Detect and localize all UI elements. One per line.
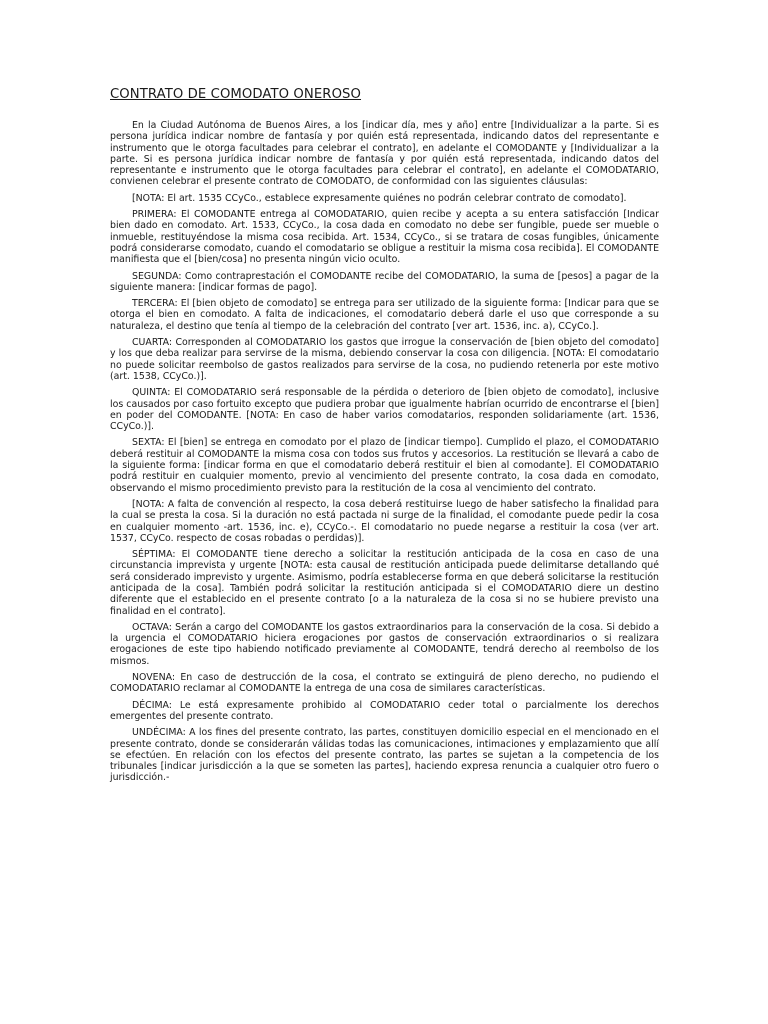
clause-quinta: QUINTA: El COMODATARIO será responsable de la pérdida o deterioro de [bien objeto de comodato], inclusive los causados por caso fortuito excepto que pudiera probar que igualmente habrían ocurrido de encontrarse el [bien] en poder del COMODANTE. [NOTA: En caso de haber varios comodatarios, responden solidariamente (art. 1536, CCyCo.)].: [110, 387, 659, 433]
clause-primera: PRIMERA: El COMODANTE entrega al COMODATARIO, quien recibe y acepta a su entera satisfacción [Indicar bien dado en comodato. Art. 1533, CCyCo., la cosa dada en comodato no debe ser fungible, puede ser mueble o inmueble, restituyéndose la misma cosa recibida. Art. 1534, CCyCo., si se tratara de cosas fungibles, únicamente podrá considerarse comodato, cuando el comodatario se obligue a restituir la misma cosa recibida]. El COMODANTE manifiesta que el [bien/cosa] no presenta ningún vicio oculto.: [110, 209, 659, 266]
document-title: CONTRATO DE COMODATO ONEROSO: [110, 87, 362, 102]
clause-segunda: SEGUNDA: Como contraprestación el COMODANTE recibe del COMODATARIO, la suma de [pesos] a pagar de la siguiente manera: [indicar formas de pago].: [110, 270, 659, 293]
clause-decima: DÉCIMA: Le está expresamente prohibido al COMODATARIO ceder total o parcialmente los derechos emergentes del presente contrato.: [110, 699, 659, 722]
paragraph-note-restitucion: [NOTA: A falta de convención al respecto, la cosa deberá restituirse luego de haber satisfecho la finalidad para la cual se presta la cosa. Si la duración no está pactada ni surge de la finalidad, el comodante puede pedir la cosa en cualquier momento -art. 1536, inc. e), CCyCo.-. El comodatario no puede negarse a restituir la cosa (ver art. 1537, CCyCo. respecto de cosas robadas o perdidas)].: [110, 498, 659, 544]
clause-septima: SÉPTIMA: El COMODANTE tiene derecho a solicitar la restitución anticipada de la cosa en caso de una circunstancia imprevista y urgente [NOTA: esta causal de restitución anticipada puede delimitarse detallando qué será considerado imprevisto y urgente. Asimismo, podría establecerse forma en que deberá solicitarse la restitución anticipada de la cosa]. También podrá solicitar la restitución anticipada si el COMODATARIO diere un destino diferente que el establecido en el presente contrato [o a la naturaleza de la cosa si no se hubiere previsto una finalidad en el contrato].: [110, 549, 659, 617]
paragraph-note-1535: [NOTA: El art. 1535 CCyCo., establece expresamente quiénes no podrán celebrar contrato de comodato].: [132, 192, 627, 204]
paragraph-intro: En la Ciudad Autónoma de Buenos Aires, a los [indicar día, mes y año] entre [Individualizar a la parte. Si es persona jurídica indicar nombre de fantasía y por quién está representada, indicando datos del representante e instrumento que le otorga facultades para celebrar el contrato], en adelante el COMODANTE y [Individualizar a la parte. Si es persona jurídica indicar nombre de fantasía y por quién está representada, indicando datos del representante e instrumento que le otorga facultades para celebrar el contrato], en adelante el COMODATARIO, convienen celebrar el presente contrato de COMODATO, de conformidad con las siguientes cláusulas:: [110, 120, 659, 188]
clause-octava: OCTAVA: Serán a cargo del COMODANTE los gastos extraordinarios para la conservación de la cosa. Si debido a la urgencia el COMODATARIO hiciera erogaciones por gastos de conservación extraordinarios o si realizara erogaciones de este tipo habiendo notificado previamente al COMODANTE, tendrá derecho al reembolso de los mismos.: [110, 621, 659, 667]
clause-undecima: UNDÉCIMA: A los fines del presente contrato, las partes, constituyen domicilio especial en el mencionado en el presente contrato, donde se considerarán válidas todas las comunicaciones, intimaciones y emplazamiento que allí se efectúen. En relación con los efectos del presente contrato, las partes se sujetan a la competencia de los tribunales [indicar jurisdicción a la que se someten las partes], haciendo expresa renuncia a cualquier otro fuero o jurisdicción.-: [110, 727, 659, 784]
clause-cuarta: CUARTA: Corresponden al COMODATARIO los gastos que irrogue la conservación de [bien objeto del comodato] y los que deba realizar para servirse de la misma, debiendo conservar la cosa con diligencia. [NOTA: El comodatario no puede solicitar reembolso de gastos realizados para servirse de la cosa, no pudiendo retenerla por este motivo (art. 1538, CCyCo.)].: [110, 337, 659, 382]
clause-sexta: SEXTA: El [bien] se entrega en comodato por el plazo de [indicar tiempo]. Cumplido el plazo, el COMODATARIO deberá restituir al COMODANTE la misma cosa con todos sus frutos y accesorios. La restitución se llevará a cabo de la siguiente forma: [indicar forma en que el comodatario deberá restituir el bien al comodante]. El COMODATARIO podrá restituir en cualquier momento, previo al vencimiento del presente contrato, la cosa dada en comodato, observando el mismo procedimiento previsto para la restitución de la cosa al vencimiento del contrato.: [110, 437, 659, 494]
document-page: [110, 86, 659, 789]
clause-novena: NOVENA: En caso de destrucción de la cosa, el contrato se extinguirá de pleno derecho, no pudiendo el COMODATARIO reclamar al COMODANTE la entrega de una cosa de similares características.: [110, 672, 659, 695]
clause-tercera: TERCERA: El [bien objeto de comodato] se entrega para ser utilizado de la siguiente forma: [Indicar para que se otorga el bien en comodato. A falta de indicaciones, el comodatario deberá darle el uso que corresponde a su naturaleza, el destino que tenía al tiempo de la celebración del contrato [ver art. 1536, inc. a), CCyCo.].: [110, 298, 659, 332]
